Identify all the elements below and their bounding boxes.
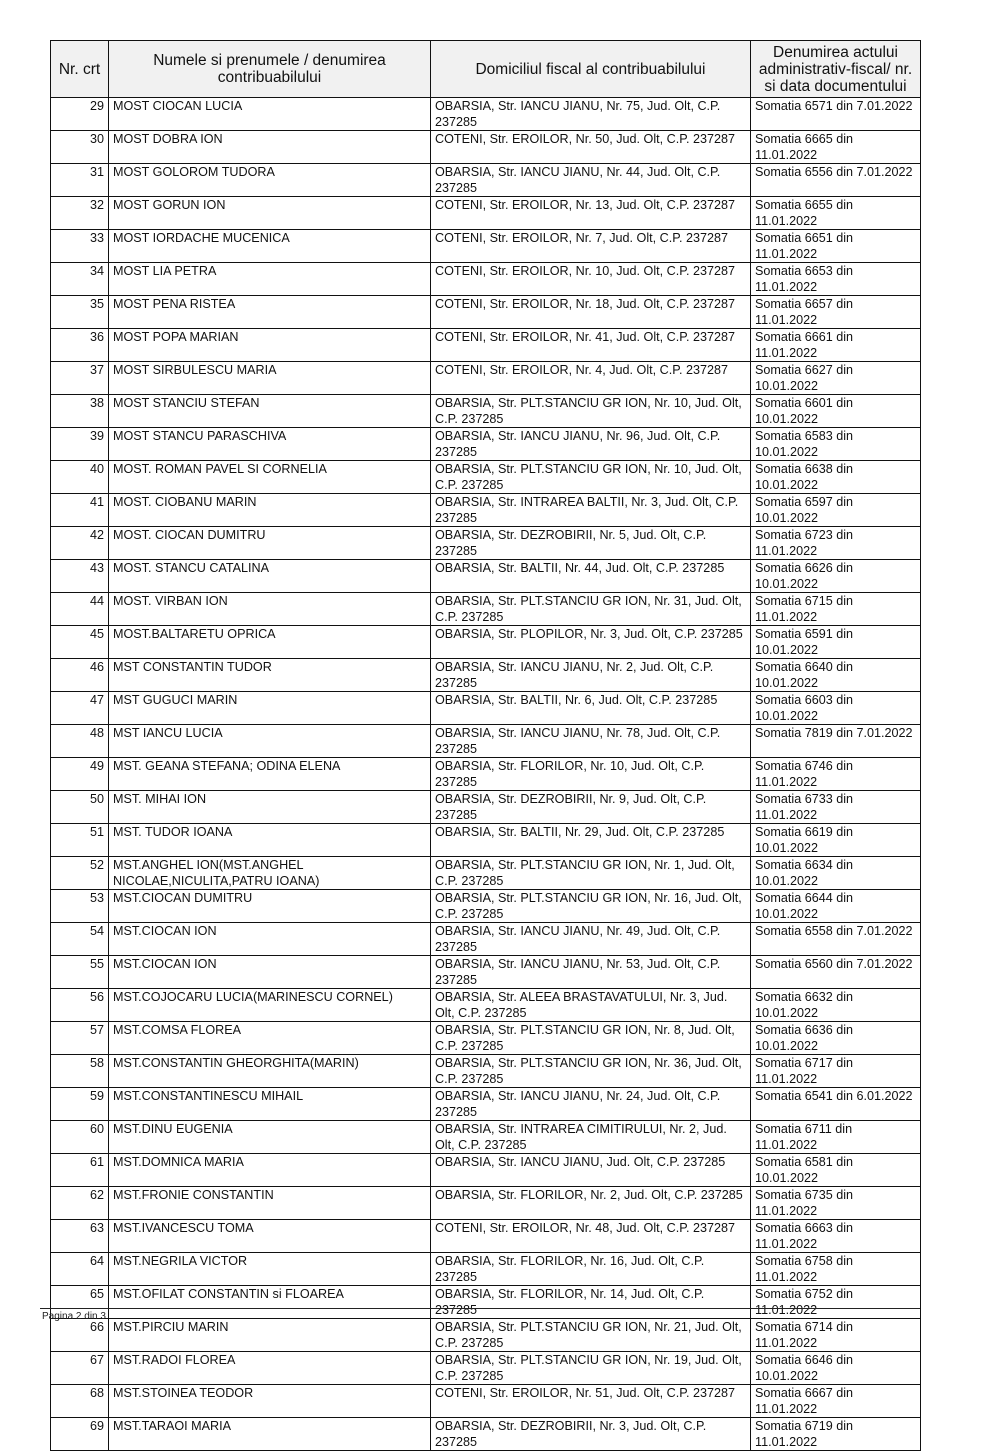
- table-row: [51, 197, 921, 230]
- table-row: [51, 1055, 921, 1088]
- taxpayer-name: MST.IVANCESCU TOMA: [109, 1220, 431, 1253]
- row-number: 59: [51, 1088, 109, 1121]
- row-number: 48: [51, 725, 109, 758]
- document-reference: Somatia 6752 din 11.01.2022: [751, 1286, 921, 1319]
- document-reference: Somatia 6711 din 11.01.2022: [751, 1121, 921, 1154]
- row-number: 29: [51, 98, 109, 131]
- fiscal-address: OBARSIA, Str. IANCU JIANU, Nr. 78, Jud. Olt, C.P. 237285: [431, 725, 751, 758]
- document-reference: Somatia 6583 din 10.01.2022: [751, 428, 921, 461]
- document-reference: Somatia 6717 din 11.01.2022: [751, 1055, 921, 1088]
- row-number: 49: [51, 758, 109, 791]
- row-number: 51: [51, 824, 109, 857]
- document-reference: Somatia 6632 din 10.01.2022: [751, 989, 921, 1022]
- fiscal-address: OBARSIA, Str. PLT.STANCIU GR ION, Nr. 31, Jud. Olt, C.P. 237285: [431, 593, 751, 626]
- document-reference: Somatia 6655 din 11.01.2022: [751, 197, 921, 230]
- fiscal-address: OBARSIA, Str. PLT.STANCIU GR ION, Nr. 10, Jud. Olt, C.P. 237285: [431, 461, 751, 494]
- table-row: [51, 626, 921, 659]
- document-reference: Somatia 6597 din 10.01.2022: [751, 494, 921, 527]
- taxpayer-name: MST.CIOCAN ION: [109, 956, 431, 989]
- taxpayer-name: MOST.BALTARETU OPRICA: [109, 626, 431, 659]
- table-row: [51, 1286, 921, 1319]
- fiscal-address: OBARSIA, Str. FLORILOR, Nr. 10, Jud. Olt, C.P. 237285: [431, 758, 751, 791]
- header-address: Domiciliul fiscal al contribuabilului: [431, 41, 751, 98]
- row-number: 47: [51, 692, 109, 725]
- fiscal-address: OBARSIA, Str. PLT.STANCIU GR ION, Nr. 10, Jud. Olt, C.P. 237285: [431, 395, 751, 428]
- document-reference: Somatia 6571 din 7.01.2022: [751, 98, 921, 131]
- taxpayer-name: MST.ANGHEL ION(MST.ANGHEL NICOLAE,NICULITA,PATRU IOANA): [109, 857, 431, 890]
- taxpayer-name: MOST. CIOBANU MARIN: [109, 494, 431, 527]
- fiscal-address: OBARSIA, Str. PLT.STANCIU GR ION, Nr. 36, Jud. Olt, C.P. 237285: [431, 1055, 751, 1088]
- table-row: [51, 494, 921, 527]
- row-number: 35: [51, 296, 109, 329]
- row-number: 52: [51, 857, 109, 890]
- taxpayer-name: MOST DOBRA ION: [109, 131, 431, 164]
- row-number: 68: [51, 1385, 109, 1418]
- table-row: [51, 824, 921, 857]
- header-nr: Nr. crt: [51, 41, 109, 98]
- table-row: [51, 1352, 921, 1385]
- document-reference: Somatia 6665 din 11.01.2022: [751, 131, 921, 164]
- table-row: [51, 956, 921, 989]
- fiscal-address: OBARSIA, Str. IANCU JIANU, Nr. 49, Jud. Olt, C.P. 237285: [431, 923, 751, 956]
- document-reference: Somatia 6626 din 10.01.2022: [751, 560, 921, 593]
- document-reference: Somatia 6640 din 10.01.2022: [751, 659, 921, 692]
- row-number: 33: [51, 230, 109, 263]
- table-row: [51, 527, 921, 560]
- taxpayer-name: MST.CONSTANTIN GHEORGHITA(MARIN): [109, 1055, 431, 1088]
- fiscal-address: COTENI, Str. EROILOR, Nr. 50, Jud. Olt, C.P. 237287: [431, 131, 751, 164]
- row-number: 38: [51, 395, 109, 428]
- fiscal-address: COTENI, Str. EROILOR, Nr. 51, Jud. Olt, C.P. 237287: [431, 1385, 751, 1418]
- fiscal-address: OBARSIA, Str. BALTII, Nr. 44, Jud. Olt, C.P. 237285: [431, 560, 751, 593]
- document-reference: Somatia 6663 din 11.01.2022: [751, 1220, 921, 1253]
- document-reference: Somatia 6556 din 7.01.2022: [751, 164, 921, 197]
- taxpayer-name: MOST STANCIU STEFAN: [109, 395, 431, 428]
- fiscal-address: OBARSIA, Str. DEZROBIRII, Nr. 5, Jud. Olt, C.P. 237285: [431, 527, 751, 560]
- fiscal-address: OBARSIA, Str. BALTII, Nr. 6, Jud. Olt, C.P. 237285: [431, 692, 751, 725]
- table-row: [51, 263, 921, 296]
- table-row: [51, 923, 921, 956]
- row-number: 65: [51, 1286, 109, 1319]
- table-row: [51, 560, 921, 593]
- fiscal-address: OBARSIA, Str. PLT.STANCIU GR ION, Nr. 19, Jud. Olt, C.P. 237285: [431, 1352, 751, 1385]
- document-reference: Somatia 6636 din 10.01.2022: [751, 1022, 921, 1055]
- fiscal-address: OBARSIA, Str. INTRAREA BALTII, Nr. 3, Jud. Olt, C.P. 237285: [431, 494, 751, 527]
- table-row: [51, 461, 921, 494]
- table-row: [51, 1187, 921, 1220]
- table-row: [51, 1253, 921, 1286]
- row-number: 45: [51, 626, 109, 659]
- fiscal-address: OBARSIA, Str. FLORILOR, Nr. 16, Jud. Olt, C.P. 237285: [431, 1253, 751, 1286]
- row-number: 31: [51, 164, 109, 197]
- fiscal-address: OBARSIA, Str. FLORILOR, Nr. 14, Jud. Olt, C.P. 237285: [431, 1286, 751, 1319]
- row-number: 37: [51, 362, 109, 395]
- row-number: 40: [51, 461, 109, 494]
- header-document: Denumirea actului administrativ-fiscal/ nr. si data documentului: [751, 41, 921, 98]
- fiscal-address: OBARSIA, Str. PLT.STANCIU GR ION, Nr. 8, Jud. Olt, C.P. 237285: [431, 1022, 751, 1055]
- footer-divider: [40, 1308, 920, 1309]
- taxpayer-name: MOST. STANCU CATALINA: [109, 560, 431, 593]
- taxpayer-name: MOST. ROMAN PAVEL SI CORNELIA: [109, 461, 431, 494]
- document-reference: Somatia 6601 din 10.01.2022: [751, 395, 921, 428]
- table-row: [51, 131, 921, 164]
- fiscal-address: COTENI, Str. EROILOR, Nr. 18, Jud. Olt, C.P. 237287: [431, 296, 751, 329]
- taxpayer-name: MOST POPA MARIAN: [109, 329, 431, 362]
- table-row: [51, 989, 921, 1022]
- taxpayer-name: MST.STOINEA TEODOR: [109, 1385, 431, 1418]
- taxpayer-name: MST.COMSA FLOREA: [109, 1022, 431, 1055]
- fiscal-address: OBARSIA, Str. DEZROBIRII, Nr. 9, Jud. Olt, C.P. 237285: [431, 791, 751, 824]
- row-number: 50: [51, 791, 109, 824]
- taxpayer-name: MST.DINU EUGENIA: [109, 1121, 431, 1154]
- row-number: 41: [51, 494, 109, 527]
- taxpayer-name: MOST SIRBULESCU MARIA: [109, 362, 431, 395]
- document-reference: Somatia 6735 din 11.01.2022: [751, 1187, 921, 1220]
- table-row: [51, 98, 921, 131]
- fiscal-address: OBARSIA, Str. ALEEA BRASTAVATULUI, Nr. 3, Jud. Olt, C.P. 237285: [431, 989, 751, 1022]
- table-row: [51, 1418, 921, 1451]
- taxpayer-table: [50, 40, 921, 1451]
- fiscal-address: OBARSIA, Str. DEZROBIRII, Nr. 3, Jud. Olt, C.P. 237285: [431, 1418, 751, 1451]
- document-reference: Somatia 6715 din 11.01.2022: [751, 593, 921, 626]
- fiscal-address: OBARSIA, Str. PLT.STANCIU GR ION, Nr. 21, Jud. Olt, C.P. 237285: [431, 1319, 751, 1352]
- document-reference: Somatia 6603 din 10.01.2022: [751, 692, 921, 725]
- document-reference: Somatia 6558 din 7.01.2022: [751, 923, 921, 956]
- taxpayer-name: MOST CIOCAN LUCIA: [109, 98, 431, 131]
- row-number: 46: [51, 659, 109, 692]
- table-row: [51, 758, 921, 791]
- taxpayer-name: MST.DOMNICA MARIA: [109, 1154, 431, 1187]
- taxpayer-name: MST.OFILAT CONSTANTIN si FLOAREA: [109, 1286, 431, 1319]
- row-number: 60: [51, 1121, 109, 1154]
- document-reference: Somatia 6541 din 6.01.2022: [751, 1088, 921, 1121]
- row-number: 44: [51, 593, 109, 626]
- document-reference: Somatia 6746 din 11.01.2022: [751, 758, 921, 791]
- fiscal-address: OBARSIA, Str. IANCU JIANU, Jud. Olt, C.P. 237285: [431, 1154, 751, 1187]
- row-number: 66: [51, 1319, 109, 1352]
- table-row: [51, 1121, 921, 1154]
- row-number: 53: [51, 890, 109, 923]
- taxpayer-name: MOST LIA PETRA: [109, 263, 431, 296]
- row-number: 32: [51, 197, 109, 230]
- table-row: [51, 1385, 921, 1418]
- row-number: 58: [51, 1055, 109, 1088]
- table-row: [51, 164, 921, 197]
- document-reference: Somatia 6627 din 10.01.2022: [751, 362, 921, 395]
- fiscal-address: OBARSIA, Str. PLOPILOR, Nr. 3, Jud. Olt, C.P. 237285: [431, 626, 751, 659]
- row-number: 39: [51, 428, 109, 461]
- table-row: [51, 395, 921, 428]
- document-reference: Somatia 6560 din 7.01.2022: [751, 956, 921, 989]
- table-row: [51, 1220, 921, 1253]
- table-row: [51, 659, 921, 692]
- row-number: 61: [51, 1154, 109, 1187]
- taxpayer-name: MST.RADOI FLOREA: [109, 1352, 431, 1385]
- header-row: [51, 41, 921, 98]
- table-body: [51, 98, 921, 1451]
- taxpayer-name: MST.NEGRILA VICTOR: [109, 1253, 431, 1286]
- taxpayer-name: MST IANCU LUCIA: [109, 725, 431, 758]
- document-reference: Somatia 6634 din 10.01.2022: [751, 857, 921, 890]
- table-row: [51, 1154, 921, 1187]
- fiscal-address: OBARSIA, Str. PLT.STANCIU GR ION, Nr. 16, Jud. Olt, C.P. 237285: [431, 890, 751, 923]
- table-row: [51, 1319, 921, 1352]
- table-row: [51, 890, 921, 923]
- table-row: [51, 428, 921, 461]
- header-name: Numele si prenumele / denumirea contribuabilului: [109, 41, 431, 98]
- fiscal-address: COTENI, Str. EROILOR, Nr. 48, Jud. Olt, C.P. 237287: [431, 1220, 751, 1253]
- document-reference: Somatia 6591 din 10.01.2022: [751, 626, 921, 659]
- table-row: [51, 296, 921, 329]
- row-number: 69: [51, 1418, 109, 1451]
- fiscal-address: OBARSIA, Str. IANCU JIANU, Nr. 44, Jud. Olt, C.P. 237285: [431, 164, 751, 197]
- row-number: 34: [51, 263, 109, 296]
- document-reference: Somatia 6758 din 11.01.2022: [751, 1253, 921, 1286]
- document-reference: Somatia 6714 din 11.01.2022: [751, 1319, 921, 1352]
- fiscal-address: COTENI, Str. EROILOR, Nr. 10, Jud. Olt, C.P. 237287: [431, 263, 751, 296]
- row-number: 56: [51, 989, 109, 1022]
- fiscal-address: COTENI, Str. EROILOR, Nr. 13, Jud. Olt, C.P. 237287: [431, 197, 751, 230]
- document-reference: Somatia 6723 din 11.01.2022: [751, 527, 921, 560]
- table-row: [51, 1088, 921, 1121]
- document-reference: Somatia 6653 din 11.01.2022: [751, 263, 921, 296]
- row-number: 36: [51, 329, 109, 362]
- table-row: [51, 857, 921, 890]
- table-row: [51, 725, 921, 758]
- taxpayer-name: MST. TUDOR IOANA: [109, 824, 431, 857]
- taxpayer-name: MST. GEANA STEFANA; ODINA ELENA: [109, 758, 431, 791]
- fiscal-address: COTENI, Str. EROILOR, Nr. 41, Jud. Olt, C.P. 237287: [431, 329, 751, 362]
- row-number: 55: [51, 956, 109, 989]
- document-reference: Somatia 6657 din 11.01.2022: [751, 296, 921, 329]
- document-reference: Somatia 6644 din 10.01.2022: [751, 890, 921, 923]
- table-row: [51, 1022, 921, 1055]
- fiscal-address: OBARSIA, Str. IANCU JIANU, Nr. 75, Jud. Olt, C.P. 237285: [431, 98, 751, 131]
- taxpayer-name: MST CONSTANTIN TUDOR: [109, 659, 431, 692]
- document-reference: Somatia 6733 din 11.01.2022: [751, 791, 921, 824]
- document-reference: Somatia 6719 din 11.01.2022: [751, 1418, 921, 1451]
- fiscal-address: OBARSIA, Str. IANCU JIANU, Nr. 53, Jud. Olt, C.P. 237285: [431, 956, 751, 989]
- fiscal-address: OBARSIA, Str. INTRAREA CIMITIRULUI, Nr. 2, Jud. Olt, C.P. 237285: [431, 1121, 751, 1154]
- table-row: [51, 692, 921, 725]
- taxpayer-name: MOST. CIOCAN DUMITRU: [109, 527, 431, 560]
- row-number: 30: [51, 131, 109, 164]
- fiscal-address: OBARSIA, Str. IANCU JIANU, Nr. 96, Jud. Olt, C.P. 237285: [431, 428, 751, 461]
- table-row: [51, 593, 921, 626]
- row-number: 62: [51, 1187, 109, 1220]
- page-number: Pagina 2 din 3: [42, 1311, 106, 1322]
- taxpayer-name: MOST GORUN ION: [109, 197, 431, 230]
- table-row: [51, 230, 921, 263]
- fiscal-address: COTENI, Str. EROILOR, Nr. 7, Jud. Olt, C.P. 237287: [431, 230, 751, 263]
- row-number: 54: [51, 923, 109, 956]
- fiscal-address: COTENI, Str. EROILOR, Nr. 4, Jud. Olt, C.P. 237287: [431, 362, 751, 395]
- fiscal-address: OBARSIA, Str. PLT.STANCIU GR ION, Nr. 1, Jud. Olt, C.P. 237285: [431, 857, 751, 890]
- fiscal-address: OBARSIA, Str. IANCU JIANU, Nr. 2, Jud. Olt, C.P. 237285: [431, 659, 751, 692]
- document-reference: Somatia 6661 din 11.01.2022: [751, 329, 921, 362]
- fiscal-address: OBARSIA, Str. BALTII, Nr. 29, Jud. Olt, C.P. 237285: [431, 824, 751, 857]
- taxpayer-name: MST. MIHAI ION: [109, 791, 431, 824]
- taxpayer-name: MST.PIRCIU MARIN: [109, 1319, 431, 1352]
- taxpayer-name: MST.COJOCARU LUCIA(MARINESCU CORNEL): [109, 989, 431, 1022]
- document-reference: Somatia 6638 din 10.01.2022: [751, 461, 921, 494]
- document-reference: Somatia 6581 din 10.01.2022: [751, 1154, 921, 1187]
- document-reference: Somatia 7819 din 7.01.2022: [751, 725, 921, 758]
- taxpayer-name: MOST IORDACHE MUCENICA: [109, 230, 431, 263]
- fiscal-address: OBARSIA, Str. IANCU JIANU, Nr. 24, Jud. Olt, C.P. 237285: [431, 1088, 751, 1121]
- taxpayer-name: MST.FRONIE CONSTANTIN: [109, 1187, 431, 1220]
- row-number: 43: [51, 560, 109, 593]
- taxpayer-name: MOST PENA RISTEA: [109, 296, 431, 329]
- taxpayer-name: MOST. VIRBAN ION: [109, 593, 431, 626]
- table-row: [51, 791, 921, 824]
- fiscal-address: OBARSIA, Str. FLORILOR, Nr. 2, Jud. Olt, C.P. 237285: [431, 1187, 751, 1220]
- row-number: 42: [51, 527, 109, 560]
- row-number: 63: [51, 1220, 109, 1253]
- document-reference: Somatia 6646 din 10.01.2022: [751, 1352, 921, 1385]
- table-header: [51, 41, 921, 98]
- taxpayer-name: MST.TARAOI MARIA: [109, 1418, 431, 1451]
- document-reference: Somatia 6667 din 11.01.2022: [751, 1385, 921, 1418]
- row-number: 57: [51, 1022, 109, 1055]
- row-number: 67: [51, 1352, 109, 1385]
- document-reference: Somatia 6619 din 10.01.2022: [751, 824, 921, 857]
- taxpayer-name: MST.CIOCAN DUMITRU: [109, 890, 431, 923]
- row-number: 64: [51, 1253, 109, 1286]
- table-row: [51, 329, 921, 362]
- taxpayer-name: MST GUGUCI MARIN: [109, 692, 431, 725]
- taxpayer-name: MOST STANCU PARASCHIVA: [109, 428, 431, 461]
- taxpayer-name: MST.CIOCAN ION: [109, 923, 431, 956]
- document-reference: Somatia 6651 din 11.01.2022: [751, 230, 921, 263]
- table-row: [51, 362, 921, 395]
- taxpayer-name: MOST GOLOROM TUDORA: [109, 164, 431, 197]
- taxpayer-name: MST.CONSTANTINESCU MIHAIL: [109, 1088, 431, 1121]
